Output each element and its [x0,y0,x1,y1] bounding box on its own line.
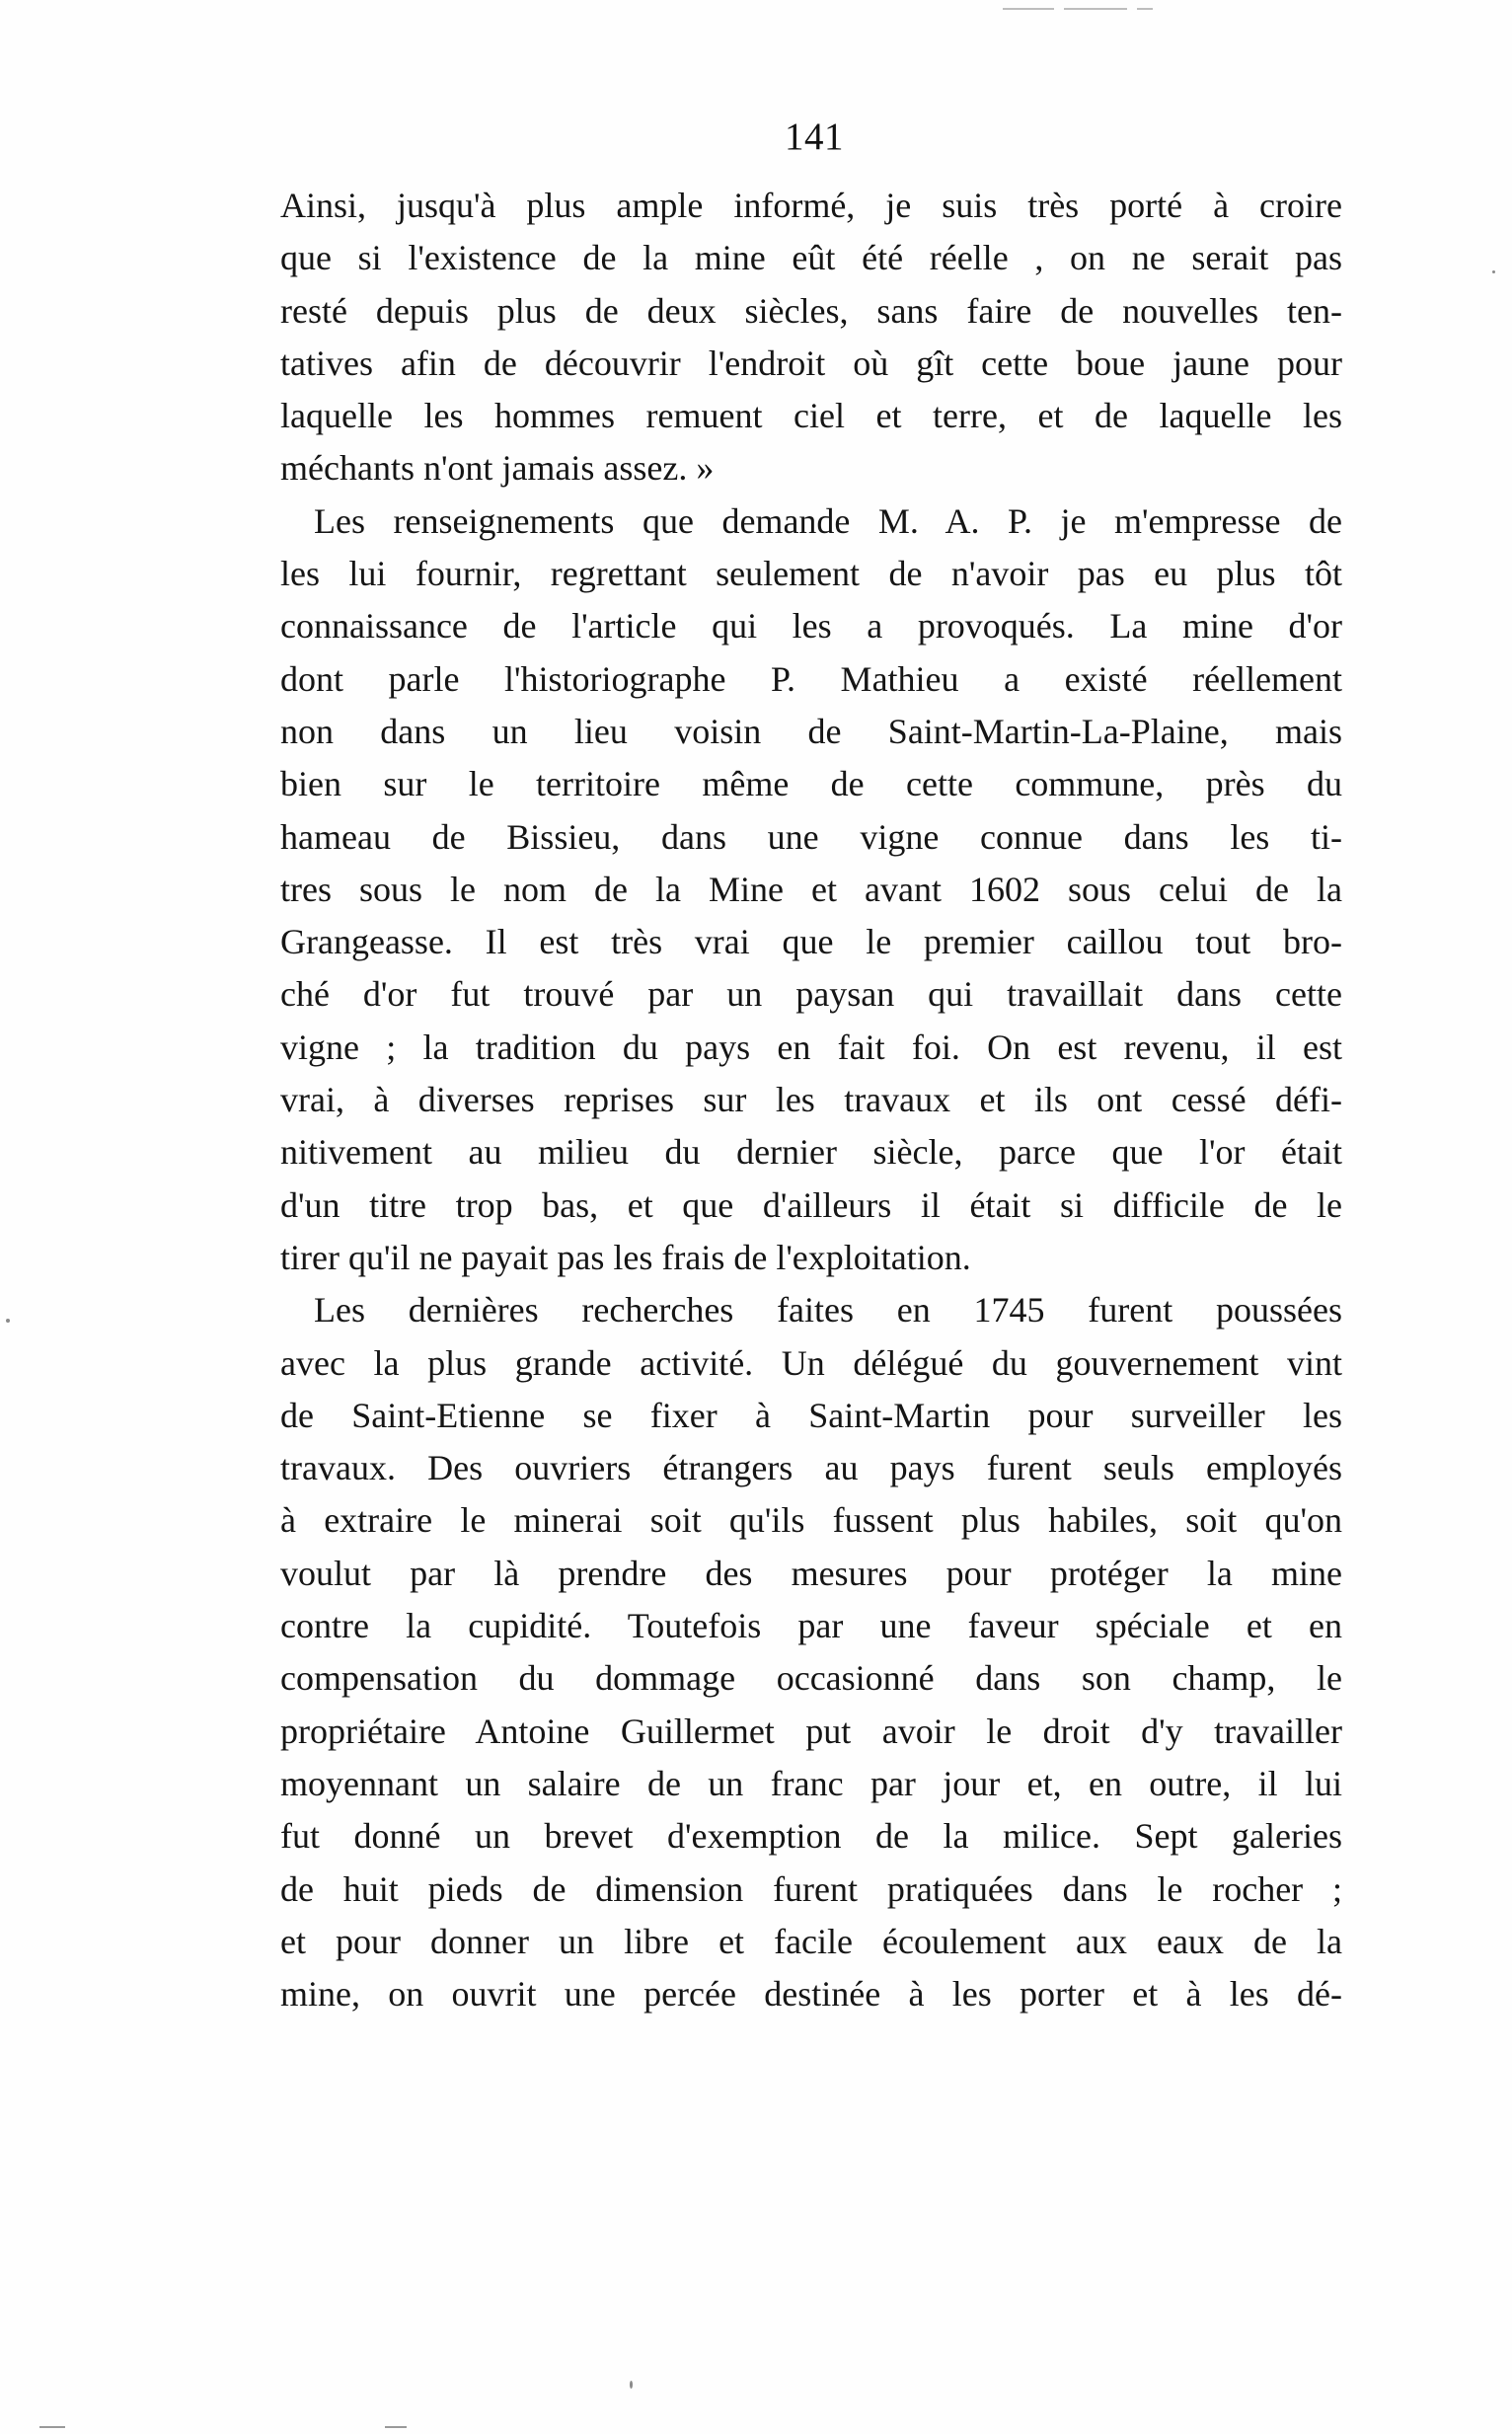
text-line: à extraire le minerai soit qu'ils fussent plus habiles, soit qu'on [280,1500,1342,1541]
text-line: laquelle les hommes remuent ciel et terre, et de laquelle les [280,396,1342,436]
scan-speck [630,2381,633,2389]
text-line: voulut par là prendre des mesures pour protéger la mine [280,1553,1342,1593]
text-line: méchants n'ont jamais assez. » [280,448,715,489]
text-line: non dans un lieu voisin de Saint-Martin-La-Plaine, mais [280,711,1342,751]
text-line: fut donné un brevet d'exemption de la milice. Sept galeries [280,1816,1342,1857]
page-text [280,180,1342,2020]
text-line: tres sous le nom de la Mine et avant 1602 sous celui de la [280,869,1342,909]
text-line: Grangeasse. Il est très vrai que le premier caillou tout bro- [280,922,1342,962]
scan-speck [1492,270,1495,273]
text-line: Les renseignements que demande M. A. P. je m'empresse de [314,500,1342,541]
text-line: ché d'or fut trouvé par un paysan qui travaillait dans cette [280,974,1342,1015]
text-line: compensation du dommage occasionné dans son champ, le [280,1658,1342,1699]
scan-speck [6,1319,10,1323]
text-line: de huit pieds de dimension furent pratiquées dans le rocher ; [280,1868,1342,1909]
text-line: de Saint-Etienne se fixer à Saint-Martin pour surveiller les [280,1395,1342,1435]
text-line: travaux. Des ouvriers étrangers au pays furent seuls employés [280,1448,1342,1488]
text-line: contre la cupidité. Toutefois par une faveur spéciale et en [280,1606,1342,1646]
text-line: avec la plus grande activité. Un délégué du gouvernement vint [280,1342,1342,1383]
text-line: d'un titre trop bas, et que d'ailleurs il était si difficile de le [280,1184,1342,1225]
scan-mark-top [1003,8,1054,10]
scan-mark-bottom [39,2426,65,2428]
text-line: nitivement au milieu du dernier siècle, parce que l'or était [280,1132,1342,1173]
text-line: resté depuis plus de deux siècles, sans faire de nouvelles ten- [280,290,1342,331]
scan-mark-top [1137,8,1153,10]
text-line: Ainsi, jusqu'à plus ample informé, je suis très porté à croire [280,186,1342,225]
page-number: 141 [785,115,844,158]
text-line: bien sur le territoire même de cette commune, près du [280,764,1342,804]
text-line: vigne ; la tradition du pays en fait foi. On est revenu, il est [280,1027,1342,1067]
text-line: les lui fournir, regrettant seulement de n'avoir pas eu plus tôt [280,554,1342,594]
scan-mark-top [1064,8,1127,10]
text-line: tatives afin de découvrir l'endroit où gît cette boue jaune pour [280,342,1342,383]
text-line: que si l'existence de la mine eût été réelle , on ne serait pas [280,238,1342,278]
text-line: moyennant un salaire de un franc par jour et, en outre, il lui [280,1763,1342,1803]
text-line: mine, on ouvrit une percée destinée à les porter et à les dé- [280,1974,1342,2015]
text-line: et pour donner un libre et facile écoulement aux eaux de la [280,1921,1342,1961]
text-line: dont parle l'historiographe P. Mathieu a existé réellement [280,658,1342,699]
text-line: hameau de Bissieu, dans une vigne connue dans les ti- [280,816,1342,857]
scan-mark-bottom [385,2426,407,2428]
text-line: Les dernières recherches faites en 1745 furent poussées [314,1290,1342,1331]
text-line: tirer qu'il ne payait pas les frais de l'exploitation. [280,1237,971,1277]
text-line: vrai, à diverses reprises sur les travaux et ils ont cessé défi- [280,1080,1342,1120]
text-line: propriétaire Antoine Guillermet put avoir le droit d'y travailler [280,1711,1342,1751]
text-line: connaissance de l'article qui les a provoqués. La mine d'or [280,606,1342,647]
